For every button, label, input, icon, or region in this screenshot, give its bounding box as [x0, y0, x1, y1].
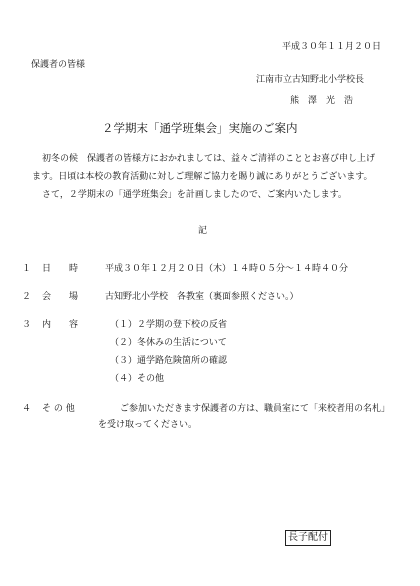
item-4-label: そ の 他: [42, 404, 75, 414]
item-3-label: 内 容: [42, 320, 79, 330]
item-3-subitem-2: （２）冬休みの生活について: [110, 338, 227, 348]
item-1-number: １: [22, 264, 32, 274]
item-1-label: 日 時: [42, 264, 79, 274]
item-3-subitem-1: （１）２学期の登下校の反省: [110, 320, 228, 330]
item-1-text: 平成３０年１２月２０日（木）１４時０５分～１４時４０分: [105, 264, 349, 274]
body-paragraph-1-line-2: ます。日頃は本校の教育活動に対しご理解ご協力を賜り誠にありがとうございます。: [32, 172, 373, 182]
recipient-line: 保護者の皆様: [31, 60, 86, 70]
sender-organization: 江南市立古知野北小学校長: [256, 75, 365, 85]
item-3-number: ３: [22, 320, 32, 330]
item-2-number: ２: [22, 292, 32, 302]
document-title: ２学期末「通学班集会」実施のご案内: [102, 121, 298, 135]
body-paragraph-1-line-1: 初冬の候 保護者の皆様方におかれましては、益々ご清祥のこととお喜び申し上げ: [42, 154, 376, 164]
item-2-text: 古知野北小学校 各教室（裏面参照ください。）: [105, 292, 299, 302]
distribution-stamp: 長子配付: [285, 530, 331, 546]
item-4-text-line-2: を受け取ってください。: [98, 420, 198, 430]
document-date: 平成３０年１１月２０日: [282, 42, 382, 52]
item-4-number: ４: [22, 404, 32, 414]
body-paragraph-2: さて，２学期末の「通学班集会」を計画しましたので、ご案内いたします。: [42, 190, 347, 200]
item-3-subitem-3: （３）通学路危険箇所の確認: [110, 356, 228, 366]
item-4-text-line-1: ご参加いただきます保護者の方は、職員室にて「来校者用の名札」: [120, 404, 391, 414]
item-3-subitem-4: （４）その他: [110, 374, 165, 384]
sender-name: 熊 澤 光 浩: [290, 96, 354, 106]
item-2-label: 会 場: [42, 292, 79, 302]
ki-heading: 記: [198, 226, 208, 236]
